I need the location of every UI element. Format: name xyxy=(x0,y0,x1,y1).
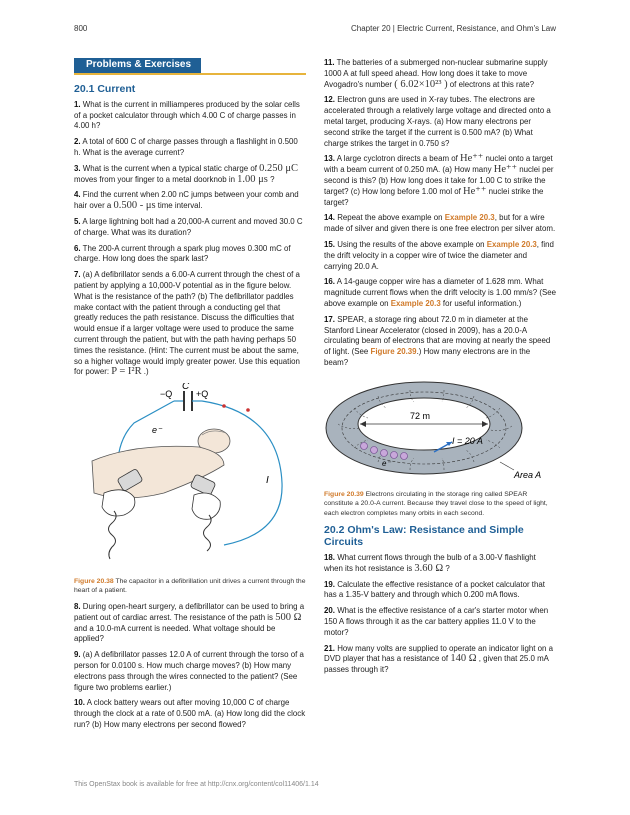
problem-14: 14. Repeat the above example on Example 20.3, but for a wire made of silver and given there is one free electron per silver atom. xyxy=(324,213,556,234)
page-number: 800 xyxy=(74,24,88,33)
problem-18: 18. What current flows through the bulb of a 3.00-V flashlight when its hot resistance is 3.60 Ω ? xyxy=(324,553,536,574)
section-heading-current: 20.1 Current xyxy=(74,82,136,95)
area-label: Area A xyxy=(514,469,542,480)
current-label: I xyxy=(266,475,269,487)
problem-5: 5. A large lightning bolt had a 20,000-A current and moved 30.0 C of charge. What was its duration? xyxy=(74,216,303,237)
problem-4: 4. Find the current when 2.00 nC jumps between your comb and hair over a 0.500 - μs time interval. xyxy=(74,190,299,212)
ring-current-label: I = 20 A xyxy=(452,435,483,446)
figure-39-caption: Figure 20.39 Electrons circulating in the storage ring called SPEAR constitute a 20.0-A current. Because they travel close to the speed of light, each electron completes many orbits in each second. xyxy=(324,490,548,517)
plus-q-label: +Q xyxy=(196,389,209,400)
problem-13: 13. A large cyclotron directs a beam of He⁺⁺ nuclei onto a target with a beam current of 0.250 mA. (a) How many He⁺⁺ nuclei per second is this? (b) How long does it take for 1.00 C to strike the target? (c) How long before 1.00 mol of He⁺⁺ nuclei strike the target? xyxy=(324,153,554,207)
problem-2: 2. A total of 600 C of charge passes through a flashlight in 0.500 h. What is the average current? xyxy=(74,137,298,157)
ring-electron-label: e⁻ xyxy=(382,458,391,468)
chapter-header: Chapter 20 | Electric Current, Resistance, and Ohm's Law xyxy=(350,24,556,33)
problem-8: 8. During open-heart surgery, a defibrillator can be used to bring a patient out of cardiac arrest. The resistance of the path is 500 Ω and a 10.0-mA current is needed. What voltage should be applied? xyxy=(74,601,305,644)
left-column xyxy=(74,58,306,736)
example-20-3-link[interactable]: Example 20.3 xyxy=(390,298,441,308)
minus-q-label: −Q xyxy=(160,389,173,400)
ring-diameter-label: 72 m xyxy=(410,410,431,421)
figure-20-39-link[interactable]: Figure 20.39 xyxy=(370,347,417,357)
problem-15: 15. Using the results of the above example on Example 20.3, find the drift velocity in a copper wire of twice the diameter and carrying 20.0 A. xyxy=(324,239,554,271)
problem-7: 7. (a) A defibrillator sends a 6.00-A current through the chest of a patient by applying a 10,000-V potential as in the figure below. What is the resistance of the path? (b) The defibrillator paddles make contact with the patient through a conducting gel that greatly reduces the path resistance. Discuss the difficulties that would ensue if a larger voltage were used to produce the same current through the patient, but with the path having perhaps 50 times the resistance. (Hint: The current must be about the same, so a higher voltage would imply greater power. Use this equation for power: P = I²R .) xyxy=(74,270,300,378)
problem-10: 10. A clock battery wears out after moving 10,000 C of charge through the clock at a rate of 0.500 mA. (a) How long did the clock run? (b) How many electrons per second flowed? xyxy=(74,698,306,729)
problem-21: 21. How many volts are supplied to operate an indicator light on a DVD player that has a resistance of 140 Ω , given that 25.0 mA passes through it? xyxy=(324,643,553,675)
problem-3: 3. What is the current when a typical static charge of 0.250 μC moves from your finger to a metal doorknob in 1.00 μs ? xyxy=(74,162,299,185)
capacitor-label: C xyxy=(182,383,190,393)
storage-ring-figure xyxy=(324,374,556,482)
problem-16: 16. A 14-gauge copper wire has a diameter of 1.628 mm. What magnitude current flows when the drift velocity is 1.00 mm/s? (See above example on Example 20.3 for useful information.) xyxy=(324,277,556,308)
problem-17: 17. SPEAR, a storage ring about 72.0 m in diameter at the Stanford Linear Accelerator (closed in 2009), has a 20.0-A circulating beam of electrons that are moving at nearly the speed of light. (See Figure 20.39.) How many electrons are in the beam? xyxy=(324,314,551,367)
problem-1: 1. What is the current in milliamperes produced by the solar cells of a pocket calculator through which 4.00 C of charge passes in 4.00 h? xyxy=(74,99,300,131)
right-column xyxy=(324,58,556,681)
problem-11: 11. The batteries of a submerged non-nuclear submarine supply 1000 A at full speed ahead. How long does it take to move Avogadro's number ( 6.02×10²³ ) of electrons at this rate? xyxy=(324,58,548,90)
problem-9: 9. (a) A defibrillator passes 12.0 A of current through the torso of a person for 0.0100 s. How much charge moves? (b) How many electrons pass through the wires connected to the patient? (See figure two problems earlier.) xyxy=(74,650,304,692)
page-footer[interactable]: This OpenStax book is available for free at http://cnx.org/content/col11406/1.14 xyxy=(74,781,319,788)
problem-19: 19. Calculate the effective resistance of a pocket calculator that has a 1.35-V battery and through which 0.200 mA flows. xyxy=(324,579,545,600)
problem-6: 6. The 200-A current through a spark plug moves 0.300 mC of charge. How long does the spark last? xyxy=(74,243,291,264)
example-20-3-link[interactable]: Example 20.3 xyxy=(486,239,537,249)
electron-label: e⁻ xyxy=(152,425,162,436)
example-20-3-link[interactable]: Example 20.3 xyxy=(444,213,495,223)
section-banner xyxy=(74,58,306,75)
defibrillator-figure xyxy=(74,383,306,569)
problem-12: 12. Electron guns are used in X-ray tubes. The electrons are accelerated through a relatively large voltage and directed onto a metal target, producing X-rays. (a) How many electrons per second strike the target if the current is 0.500 mA? (b) What charge strikes the target in 0.750 s? xyxy=(324,95,551,148)
section-banner-title: Problems & Exercises xyxy=(74,58,201,73)
section-heading-ohms-law: 20.2 Ohm's Law: Resistance and Simple Circuits xyxy=(324,524,524,549)
figure-38-caption: Figure 20.38 The capacitor in a defibrillation unit drives a current through the heart of a patient. xyxy=(74,577,306,595)
problem-20: 20. What is the effective resistance of a car's starter motor when 150 A flows through it as the car battery applies 11.0 V to the motor? xyxy=(324,606,549,637)
